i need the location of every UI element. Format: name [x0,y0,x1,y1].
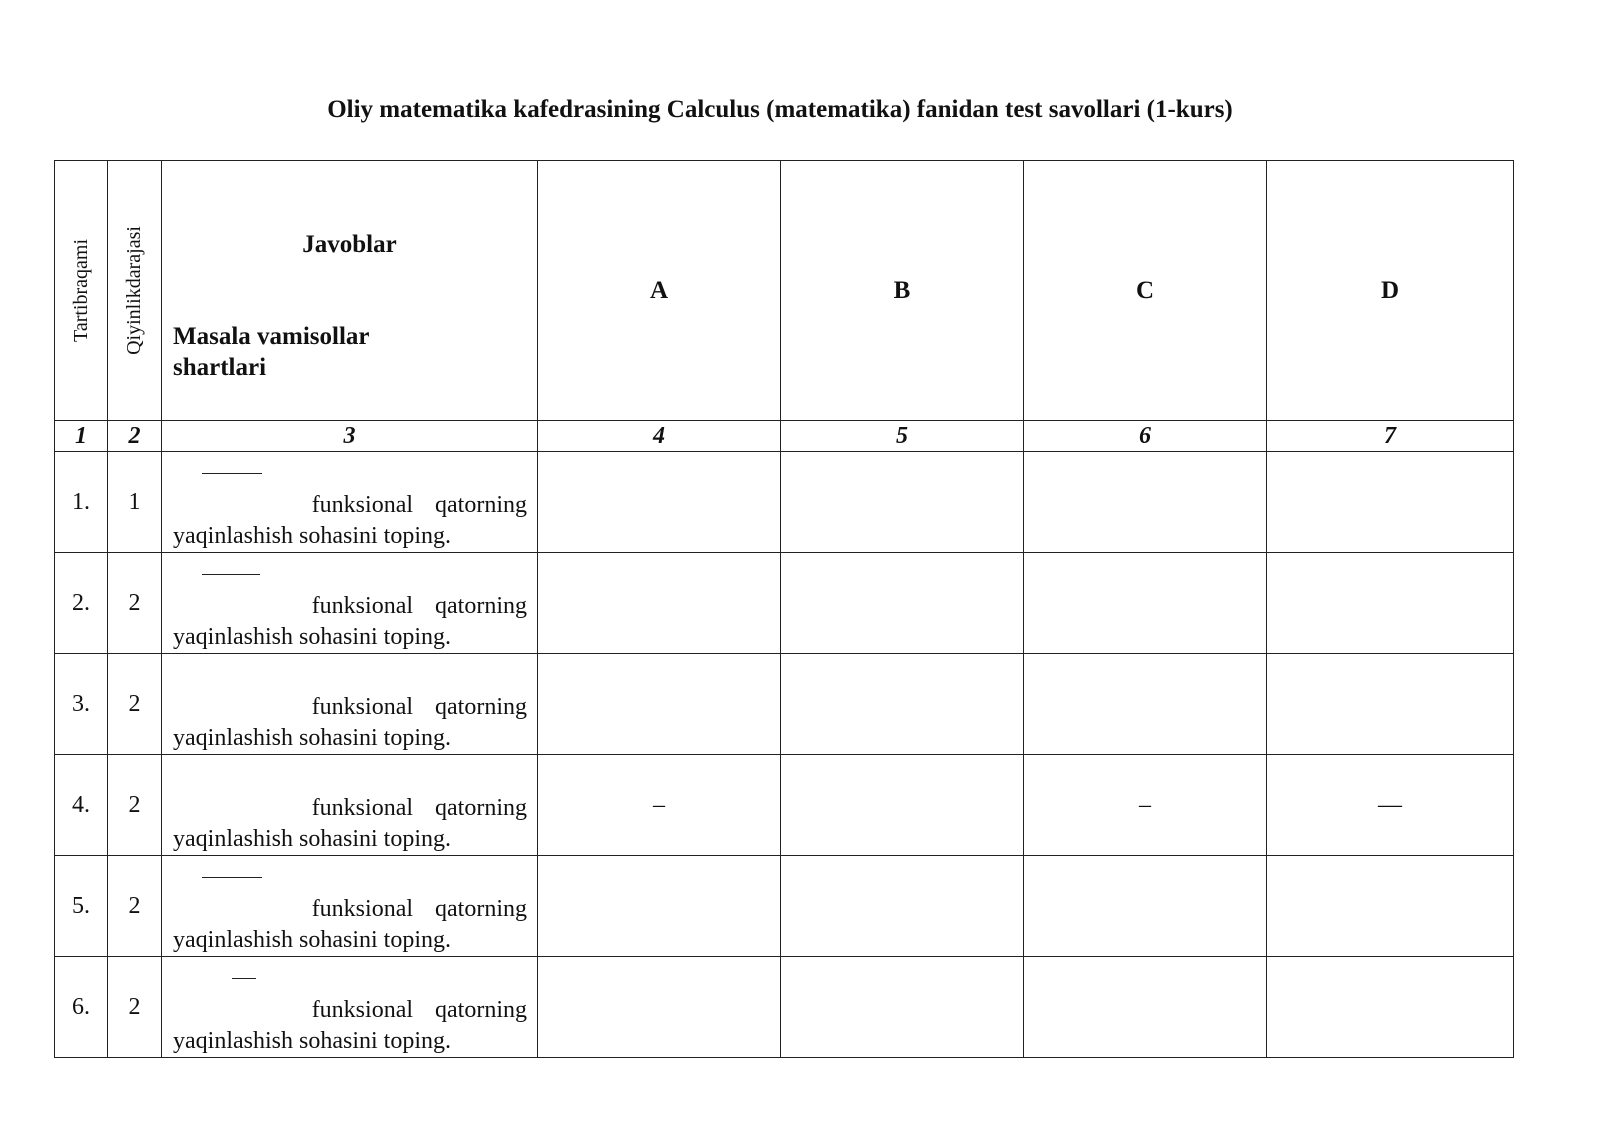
formula-fraction-bar [202,574,260,575]
answer-b [781,654,1024,755]
condition-line: yaqinlashish sohasini toping. [173,523,451,549]
column-number: 7 [1267,421,1514,452]
condition-word: funksional [311,593,414,619]
formula-fraction-bar [202,877,262,878]
test-table [54,160,1514,1058]
answer-a [538,957,781,1058]
row-number: 2. [55,553,108,654]
table-row [55,755,1514,856]
row-condition [162,957,538,1058]
condition-word: funksional [311,795,414,821]
condition-word: qatorning [435,492,527,518]
answer-d [1267,957,1514,1058]
answer-c [1024,452,1267,553]
row-level: 2 [108,654,162,755]
row-level: 1 [108,452,162,553]
condition-line: yaqinlashish sohasini toping. [173,1028,451,1054]
row-condition [162,553,538,654]
table-row [55,452,1514,553]
formula-fraction-bar [202,473,262,474]
row-number: 1. [55,452,108,553]
answer-d: — [1267,755,1514,856]
header-row [55,161,1514,421]
header-order-number: Tartibraqami [55,161,108,421]
answer-b [781,755,1024,856]
row-level: 2 [108,957,162,1058]
answer-b [781,553,1024,654]
answer-a [538,452,781,553]
row-level: 2 [108,553,162,654]
answer-d [1267,856,1514,957]
answer-c [1024,856,1267,957]
row-level: 2 [108,755,162,856]
condition-word: funksional [311,694,414,720]
row-number: 5. [55,856,108,957]
table-row [55,856,1514,957]
condition-line: yaqinlashish sohasini toping. [173,624,451,650]
answer-b [781,452,1024,553]
column-number: 6 [1024,421,1267,452]
row-number: 4. [55,755,108,856]
answer-c [1024,553,1267,654]
answer-a: – [538,755,781,856]
table-row [55,957,1514,1058]
table-row [55,654,1514,755]
condition-line: yaqinlashish sohasini toping. [173,725,451,751]
header-a: A [538,161,781,421]
header-conditions [162,161,538,421]
row-condition [162,856,538,957]
condition-word: funksional [311,997,414,1023]
answer-d [1267,654,1514,755]
condition-word: qatorning [435,795,527,821]
row-number: 6. [55,957,108,1058]
condition-word: qatorning [435,694,527,720]
condition-word: qatorning [435,593,527,619]
condition-word: qatorning [435,896,527,922]
answer-b [781,957,1024,1058]
header-b: B [781,161,1024,421]
condition-line: yaqinlashish sohasini toping. [173,927,451,953]
condition-word: funksional [311,492,414,518]
answer-a [538,654,781,755]
answer-a [538,553,781,654]
page-title: Oliy matematika kafedrasining Calculus (matematika) fanidan test savollari (1-kurs) [327,96,1233,123]
row-level: 2 [108,856,162,957]
column-number: 4 [538,421,781,452]
header-difficulty: Qiyinlikdarajasi [108,161,162,421]
answer-a [538,856,781,957]
answer-c [1024,957,1267,1058]
answer-c: – [1024,755,1267,856]
column-number: 2 [108,421,162,452]
row-condition [162,755,538,856]
row-number: 3. [55,654,108,755]
header-c: C [1024,161,1267,421]
answer-d [1267,452,1514,553]
header-masala: Masala vamisollar shartlari [173,323,370,381]
condition-line: yaqinlashish sohasini toping. [173,826,451,852]
row-condition [162,452,538,553]
table-row [55,553,1514,654]
formula-fraction-bar [232,978,256,979]
header-javoblar: Javoblar [302,231,397,258]
condition-word: funksional [311,896,414,922]
column-number: 1 [55,421,108,452]
answer-b [781,856,1024,957]
row-condition [162,654,538,755]
column-numbers-row [55,421,1514,452]
condition-word: qatorning [435,997,527,1023]
column-number: 5 [781,421,1024,452]
column-number: 3 [162,421,538,452]
header-d: D [1267,161,1514,421]
answer-c [1024,654,1267,755]
answer-d [1267,553,1514,654]
